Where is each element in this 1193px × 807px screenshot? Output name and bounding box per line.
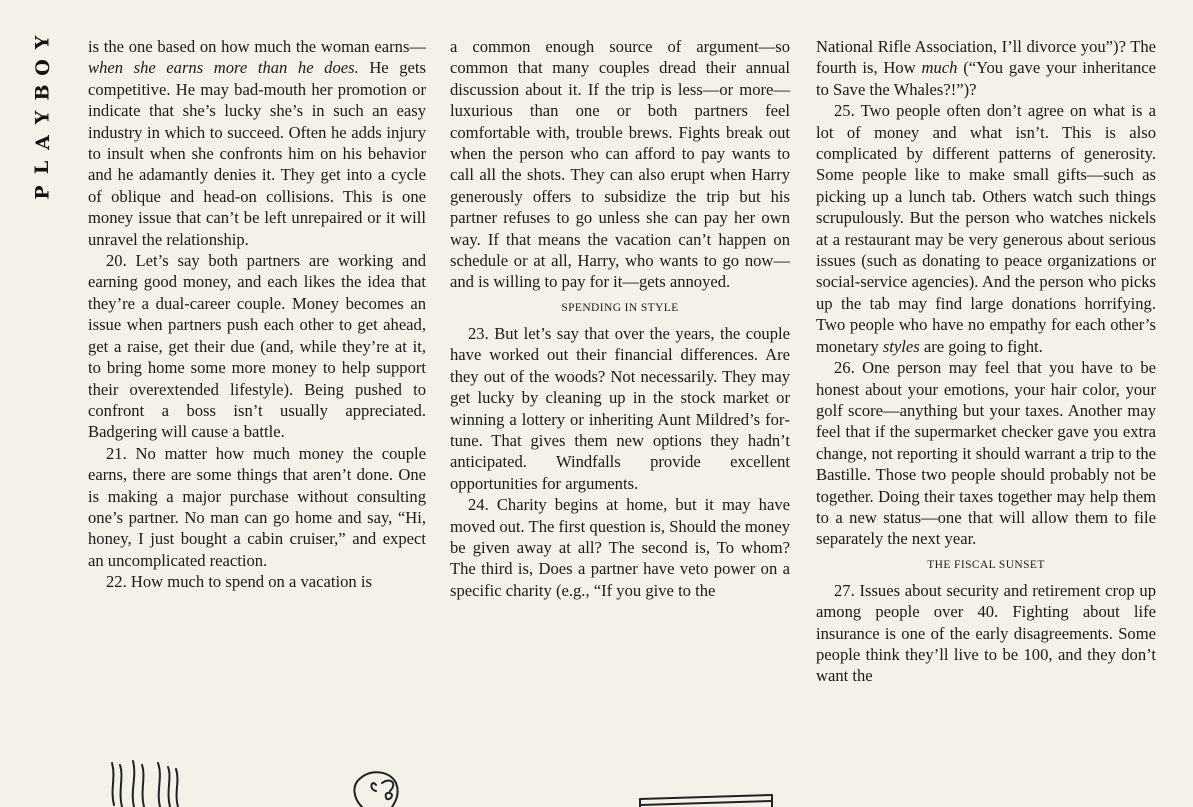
paragraph-21: 21. No matter how much money the couple earns, there are some things that aren’t done. One is making a major purchase without consulting one’s partner. No man can go home and say, “Hi, honey, I just bought a cabin cruiser,” and expect an uncomplicated reaction. <box>88 443 426 570</box>
text-column-1 <box>88 36 426 593</box>
masthead-letter: Y <box>31 110 54 125</box>
paragraph-22: 22. How much to spend on a vacation is <box>106 572 372 592</box>
masthead-letter: Y <box>31 35 54 50</box>
emphasis-text: styles <box>882 336 920 356</box>
paragraph-24: 24. Charity begins at home, but it may have moved out. The first question is, Should the money be given away at all? The second is, To whom? The third is, Does a partner have veto power on a specific charity (e.g., “If you give to the <box>450 495 790 600</box>
section-heading: SPENDING IN STYLE <box>561 301 679 314</box>
text-run: (“You gave your inheritance to Save the Whales?!”)? <box>816 58 1156 99</box>
masthead-letter: L <box>31 160 54 175</box>
text-column-2 <box>450 36 790 601</box>
emphasis-text: when she earns more than he does. <box>88 58 359 78</box>
paragraph <box>88 36 426 250</box>
masthead-letter: B <box>31 84 54 101</box>
emphasis-text: much <box>921 58 958 78</box>
text-run: He gets competitive. He may bad-mouth her promotion or indicate that she’s lucky she’s in such an easy industry in which to succeed. Often he adds injury to insult when she confronts him on his behavior and he adamantly denies it. They get into a cycle of oblique and head-on collisions. This is one money issue that can’t be left unrepaired or it will unravel the relationship. <box>88 58 426 249</box>
text-run: is the one based on how much the woman earns— <box>88 37 426 56</box>
text-run: are going to fight. <box>919 336 1043 356</box>
paragraph-25 <box>816 100 1156 357</box>
masthead-letter: A <box>31 135 54 150</box>
paragraph-20: 20. Let’s say both partners are working and earning good money, and each likes the idea that they’re a dual-career couple. Money becomes an issue when partners push each other to get ahead, get a raise, get their due (and, while they’re at it, to bring home some more money to help support their overextended lifestyle). Being pushed to confront a boss isn’t usually appreciated. Badgering will cause a battle. <box>88 251 426 442</box>
text-run: 25. Two people often don’t agree on what is a lot of money and what isn’t. This is also complicated by different patterns of generosity. Some people like to make small gifts—such as picking up a lunch tab. Others watch such things scrupulously. But the person who watches nickels at a restaurant may be very generous about serious issues (such as donating to peace organizations or social-service agencies). And the person who picks up the tab may find large donations horrifying. Two people who have no empathy for each other’s monetary <box>816 101 1156 356</box>
paragraph: a common enough source of argument—so common that many couples dread their annual discussion about it. If the trip is less—or more—luxurious than one or both partners feel comfortable with, trouble brews. Fights break out when the person who can afford to pay wants to call all the shots. They can also erupt when Harry generously offers to subsidize the trip but his partner refuses to go unless she can pay her own way. If that means the vacation can’t happen on schedule or at all, Harry, who wants to go now—and is willing to pay for it—gets annoyed. <box>450 37 790 292</box>
cartoon-illustration <box>100 755 800 807</box>
paragraph-23: 23. But let’s say that over the years, the couple have worked out their financial differences. Are they out of the woods? Not necessarily. They may get lucky by cleaning up in the stock market or winning a lottery or inheriting Aunt Mildred’s fortune. That gives them new options they hadn’t anticipated. Windfalls provide excellent opportunities for arguments. <box>450 323 790 493</box>
paragraph-27: 27. Issues about security and retirement crop up among people over 40. Fighting about life insurance is one of the early disagreements. Some people think they’ll live to be 100, and they don’t want the <box>816 580 1156 686</box>
section-heading: THE FISCAL SUNSET <box>927 558 1045 571</box>
masthead-letter: O <box>31 59 54 76</box>
paragraph <box>816 36 1156 100</box>
paragraph-26: 26. One person may feel that you have to be honest about your emotions, your hair color, your golf score—anything but your taxes. Another may feel that if the supermarket checker gave you extra change, not reporting it should warrant a trip to the Bastille. Those two people should probably not be together. Doing their taxes together may help them to a new status—one that will allow them to file separately the next year. <box>816 358 1156 549</box>
masthead-letter: P <box>31 185 54 200</box>
text-run: National Rifle Association, I’ll divorce you”)? The fourth is, How <box>816 37 1156 78</box>
magazine-masthead <box>28 30 58 205</box>
text-column-3 <box>816 36 1156 687</box>
